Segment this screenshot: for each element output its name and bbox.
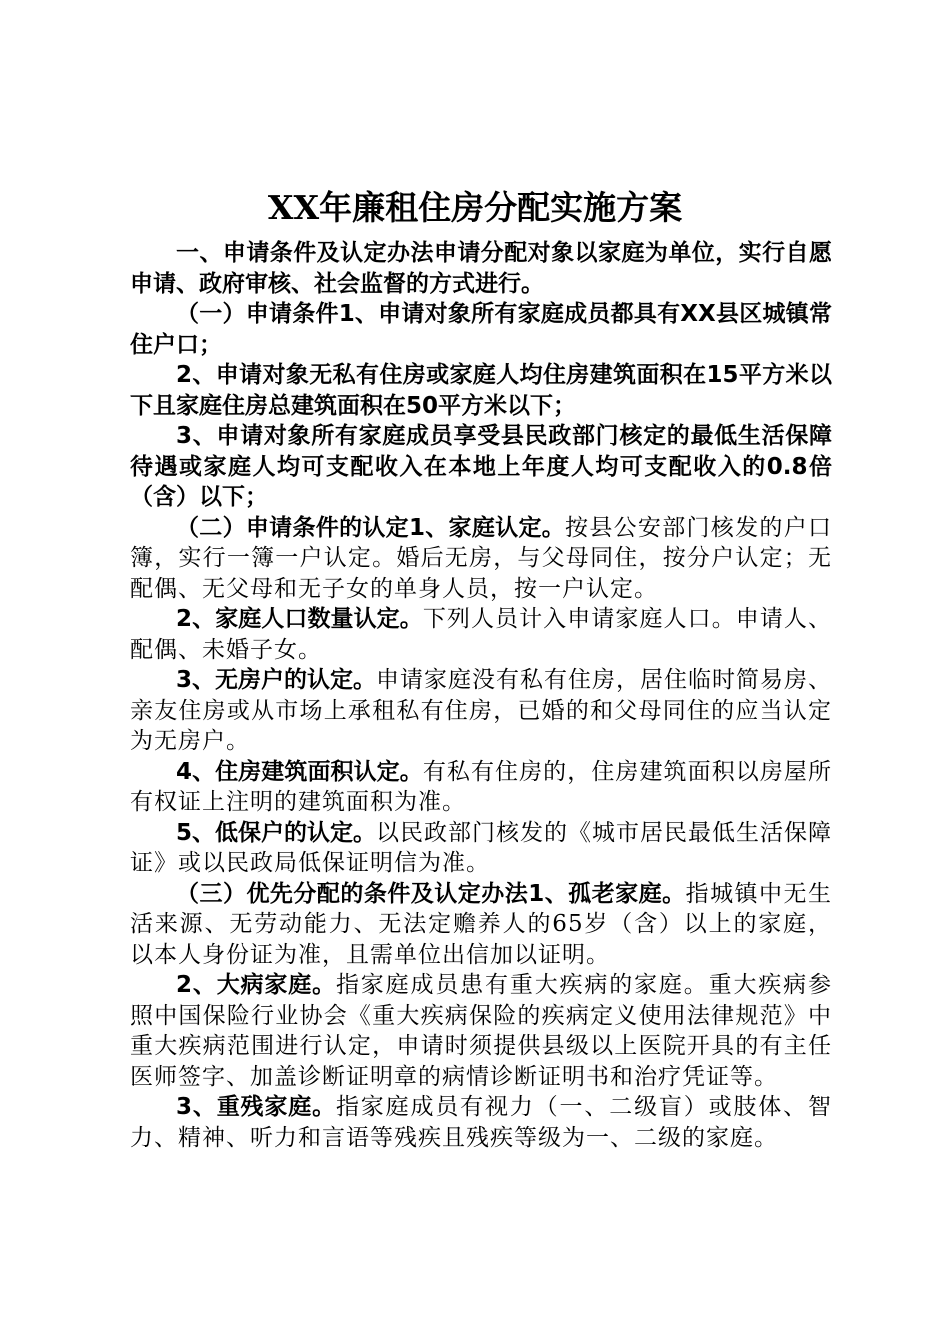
paragraph-10-heading: （三）优先分配的条件及认定办法1、孤老家庭。 (176, 880, 686, 907)
paragraph-4 (130, 421, 832, 513)
paragraph-11 (130, 970, 832, 1092)
paragraph-11-heading: 2、大病家庭。 (176, 972, 336, 998)
paragraph-7-text: 申请家庭没有私有住房，居住临时简易房、亲友住房或从市场上承租私有住房，已婚的和父母同住的应当认定为无房户。 (130, 667, 833, 754)
document-body (130, 238, 832, 1153)
document-title: XX年廉租住房分配实施方案 (267, 188, 683, 227)
paragraph-8-text: 有私有住房的，住房建筑面积以房屋所有权证上注明的建筑面积为准。 (130, 758, 832, 815)
paragraph-8-heading: 4、住房建筑面积认定。 (176, 758, 423, 785)
paragraph-5-heading: （二）申请条件的认定1、家庭认定。 (176, 514, 566, 541)
paragraph-4-heading: 3、申请对象所有家庭成员享受县民政部门核定的最低生活保障待遇或家庭人均可支配收入在本地上年度人均可支配收入的0.8倍（含）以下； (130, 423, 832, 510)
paragraph-12 (130, 1092, 832, 1153)
paragraph-10-text: 指城镇中无生活来源、无劳动能力、无法定赡养人的65岁（含）以上的家庭，以本人身份证为准，且需单位出信加以证明。 (130, 880, 832, 968)
paragraph-12-text: 指家庭成员有视力（一、二级盲）或肢体、智力、精神、听力和言语等残疾且残疾等级为一、二级的家庭。 (130, 1094, 833, 1151)
paragraph-7-heading: 3、无房户的认定。 (176, 667, 377, 693)
paragraph-5 (130, 513, 832, 605)
paragraph-7 (130, 665, 832, 757)
paragraph-12-heading: 3、重残家庭。 (176, 1094, 336, 1120)
paragraph-1 (130, 238, 832, 299)
paragraph-6-heading: 2、家庭人口数量认定。 (176, 606, 423, 632)
paragraph-5-text: 按县公安部门核发的户口簿，实行一簿一户认定。婚后无房，与父母同住，按分户认定；无配偶、无父母和无子女的单身人员，按一户认定。 (130, 514, 832, 602)
paragraph-9 (130, 818, 832, 879)
paragraph-3 (130, 360, 832, 421)
paragraph-3-heading: 2、申请对象无私有住房或家庭人均住房建筑面积在15平方米以下且家庭住房总建筑面积在50平方米以下； (130, 362, 832, 419)
paragraph-8 (130, 757, 832, 818)
paragraph-9-text: 以民政部门核发的《城市居民最低生活保障证》或以民政局低保证明信为准。 (130, 819, 833, 876)
paragraph-9-heading: 5、低保户的认定。 (176, 819, 377, 846)
paragraph-2 (130, 299, 832, 360)
paragraph-6 (130, 604, 832, 665)
paragraph-6-text: 下列人员计入申请家庭人口。申请人、配偶、未婚子女。 (130, 606, 832, 663)
paragraph-1-heading: 一、申请条件及认定办法申请分配对象以家庭为单位，实行自愿申请、政府审核、社会监督的方式进行。 (130, 240, 832, 297)
paragraph-2-heading: （一）申请条件1、申请对象所有家庭成员都具有XX县区城镇常住户口； (130, 301, 832, 358)
paragraph-11-text: 指家庭成员患有重大疾病的家庭。重大疾病参照中国保险行业协会《重大疾病保险的疾病定义使用法律规范》中重大疾病范围进行认定，申请时须提供县级以上医院开具的有主任医师签字、加盖诊断证明章的病情诊断证明书和治疗凭证等。 (130, 972, 833, 1090)
paragraph-10 (130, 879, 832, 971)
